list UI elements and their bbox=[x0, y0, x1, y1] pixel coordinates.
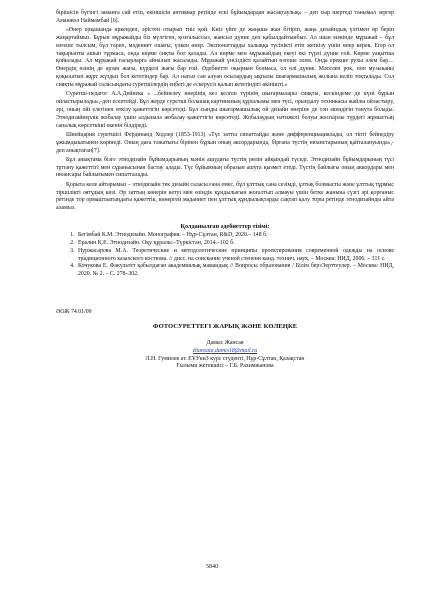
body-paragraph: Қорыта келе айтарымыз – этнодизайн тек дизайн саласы ғана емес, бұл ұлттық сана сезімді, ұлтық болмысты және ұлттық тұрмыс тіршілікті оятудың көзі. Әр заттың көнерін кетуі мен өзіндік құндылығын жоғалтып алмауы үшін бетке жанына сүзгі әрі қорғаныс ретінде тор ормаштаатыңдағы қажеттік, көнергей маданиет пен ұлттық құндылықтарды сақтап қалу торы ретінде этнодизайнды айта аламыз. bbox=[56, 181, 394, 212]
author-email-link[interactable]: zhansaia.damis18@mail.ru bbox=[192, 347, 258, 354]
body-paragraph: «Өнер ерқашанда өркендеп, әрістен отырып тиіс қой. Киіз үйге де жаңаша жан бітіріп, жаңа дизайндық үлгімен өр беріп жаңартаймыз. Бұрын мұражайды біз мүлгіген, қозғалыссыз, жансыз дүние деп қабылдайтынбыз. Ал шын мәнінде мұражай – бұл өзгеше тылсым, бұл тарих, мәдениет ошағы, үлкен өнер. Экспонаттарды халыққа түсінікті етіп жеткізу үшін өнер керек. Егер ол тақырыпты ашып тұрмаса, онда көрме сиқты бол қалады. Ал көрме мен мұражайдың екеуі екі түрлі дүние ғой. Көрме уақытша қойылады. Ал мұражай ғасырларға айналып жасалады. Мұражай үнсіздікті қалайтын өзгеше әлем. Онда ерекше рухы әлем бар… Өнердің өзінің де арзан жағы, күрделі жағы бар ғой. Әдебиетте оқырман болмаса, ол өлі дүние. Мәселен рок, поп музыканы қоқылатып жұрт жүздыз бол кететіндер бар. Ал нағыз сан алуан осылардың ықпалы шығармашылық жолына келіп тоқталады. Сол сияқты мұражай саласындағы суретшілердің еңбегі де ескерусіз қалып кететіндігі өкінішті.» bbox=[56, 27, 394, 88]
body-paragraph: бірішісін бүгінгі заманға сай етіп, екіншісін антиквар ретінде ескі бұйымдардан жасақтаулық» – деп сыр шертеді танымал зергер Аманжол Наймамбай [6]. bbox=[56, 10, 394, 24]
reference-item: 1. Бегімбай К.М. Этнодизайн. Монография. – Нұр-Сұлтан, R&D, 2020.– 148 б. bbox=[76, 232, 394, 240]
body-paragraph: Бұл анықтама бізге этнодизайн бұйымдарының мәнін ашудағы түстің рөлін айқындай түседі. Этнодизайн бұйымдарының түсі тұтыну қажеттігі мен сұранысынан бастау алады. Түс бұйымның образын ашуға қызмет етеді. Түстің байлығы оның аккордары мен нюансары байлығымен сипатталады. bbox=[56, 156, 394, 179]
reference-item: 2. Ералин Қ.Е. Этнодизайн. Оқу құралы.–Түркістан, 2014.–102 б. bbox=[76, 240, 394, 248]
author-name: Дамыс Жансая bbox=[206, 339, 244, 346]
article-title: ФОТОСУРЕТТЕГІ ЖАРЫҚ ЖӘНЕ КӨЛЕҢКЕ bbox=[152, 322, 298, 330]
body-paragraph: Суретші-педагог А.А.Дейнека « ...бейнелеу өнерінің кез келген түрінің шығармалары сияқты, кескіндеме де күні бұрын ойластырылады»,-деп есептейді. Бұл жерде суретші болашақ картинаның құрылымы мен түсі, орындалу техникасы жайлы ойластыру, әрі, оның ойі елегінен өткізу қажеттігін көрсетеді. Бұл сынды шығармашылық ой дизайн өнеріне де тән екендігін танута болады. Этнодизайнерлік жобалау үшін алдынала жобалау қажеттігін көрсетеді. Жобалаудың нәтижелі болуы жоспарлы түрдегі жұмыстың сапалық көрсеткіші екенін білдіреді. bbox=[56, 91, 394, 129]
body-paragraph: Швейцария суретшісі Фердинанд Ходлер (1853-1913) «Түс затты сипаттайды және дифференциациялады, ол тіпті бейнедіру ұжымдыкатынен көрінеді. Оның даға тәжатығы бірінен бұрын оның аксордарында, бірғана түстің нюанстарының қайталануында»,-деп анықтаған[7]. bbox=[56, 131, 394, 154]
reference-item: 3. Нуржасарова М.А. Теоретические и методологические принципы проектирования современной одежды на основе традиционного казахского костюма. // дисс. на соискание ученой степени канд. технич. наук, – Москва: НИД, 2006. – 311 с. bbox=[76, 248, 394, 264]
udc-code: ӘОЖ 74.01/09 bbox=[56, 309, 92, 316]
supervisor-line: Ғылыми жетекшісі – Г.Б. Рахимжанова bbox=[176, 363, 274, 370]
references-heading: Қолданылған әдебиеттер тізімі: bbox=[180, 223, 270, 231]
reference-item: 4. Кочукова Е. Факультет қабылдаған академиялық мамандық // Вопросы образования / Білім берзЭерттеулер. – Москва: НИД, 2020. № 2. – С. 278–302. bbox=[76, 263, 394, 279]
author-affiliation: Л.Н. Гумилев ат. ЕҰУниЗ курс студенті, Нұр-Сұлтан, Қазақстан bbox=[145, 355, 305, 362]
page-number: 5840 bbox=[206, 564, 218, 570]
references-list bbox=[56, 232, 394, 279]
